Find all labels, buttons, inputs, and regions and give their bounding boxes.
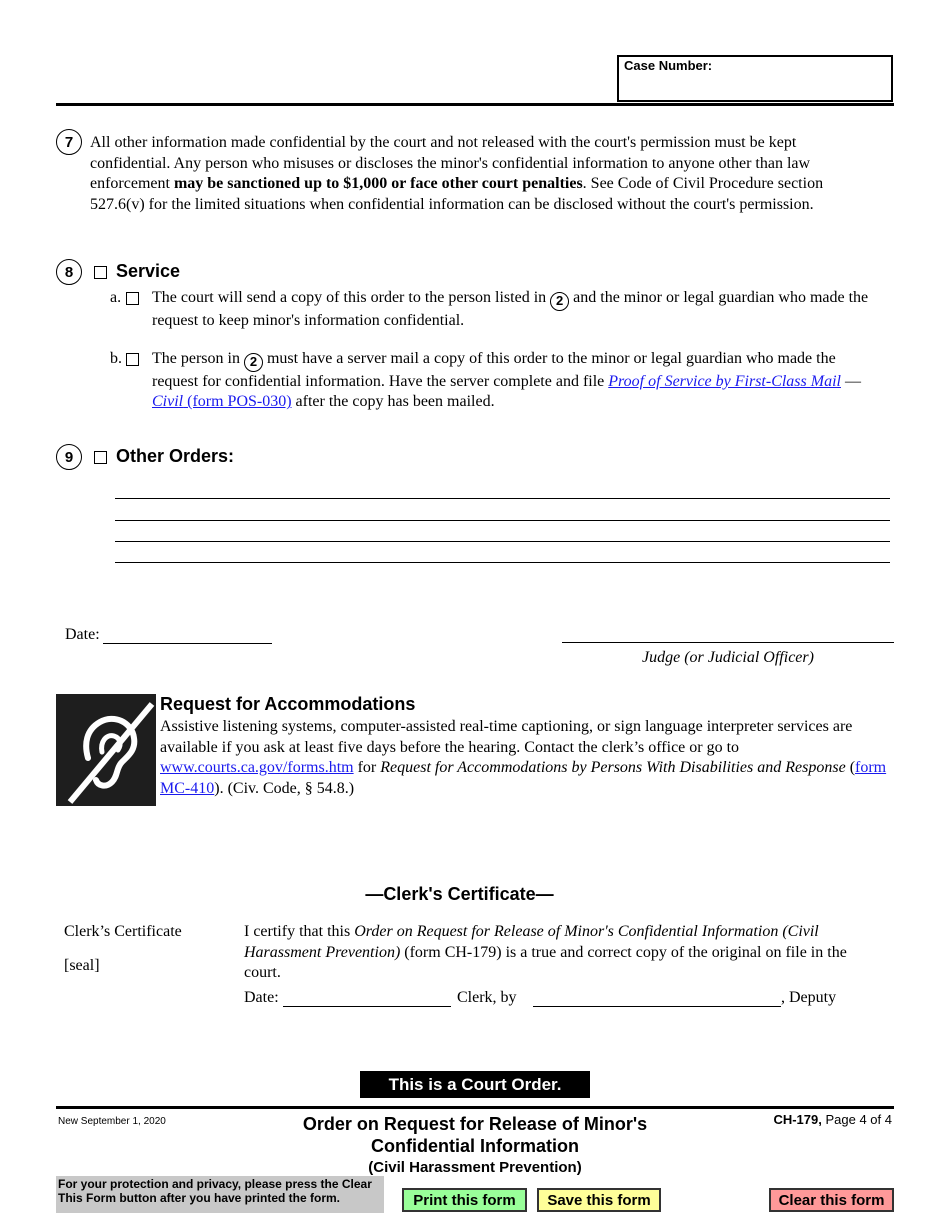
- footer-title-line-2: Confidential Information: [371, 1136, 579, 1156]
- other-orders-line[interactable]: [115, 520, 890, 521]
- item-7-text-after: . See Code of Civil Procedure section 527.6(v) for the limited situations when confidential information can be disclosed without the court's permission.: [90, 175, 824, 213]
- revision-date: New September 1, 2020: [58, 1116, 166, 1127]
- judge-signature-line[interactable]: [562, 642, 894, 643]
- item-8b-checkbox[interactable]: [126, 353, 139, 366]
- footer-title-line-1: Order on Request for Release of Minor's: [302, 1114, 648, 1134]
- other-orders-line[interactable]: [115, 498, 890, 499]
- accommodations-text-3: (: [845, 759, 856, 776]
- item-8b-dash: —: [840, 372, 861, 390]
- item-8a-checkbox[interactable]: [126, 292, 139, 305]
- item-7-number: 7: [56, 129, 82, 155]
- print-form-button[interactable]: Print this form: [402, 1188, 527, 1212]
- item-9-checkbox[interactable]: [94, 451, 107, 464]
- case-number-label: Case Number:: [624, 58, 713, 73]
- clerk-certification-text: [244, 922, 864, 984]
- clerk-date-field[interactable]: [283, 1006, 451, 1007]
- signature-date-field[interactable]: [103, 643, 272, 644]
- clear-form-button[interactable]: Clear this form: [769, 1188, 894, 1212]
- accommodations-text-2: for: [353, 759, 381, 776]
- item-8b-ref-circle: 2: [244, 353, 263, 372]
- pos-030-link-civil[interactable]: Civil: [152, 393, 184, 411]
- clerk-cert-before: I certify that this: [244, 923, 355, 940]
- clerk-cert-after: (form CH-179) is a true and correct copy of the original on file in the court.: [244, 943, 847, 981]
- item-8b-text-before: The person in: [152, 350, 244, 367]
- item-8a-ref-circle: 2: [550, 292, 569, 311]
- item-8-checkbox[interactable]: [94, 266, 107, 279]
- item-8a-letter: a.: [110, 289, 122, 306]
- footer-subtitle: (Civil Harassment Prevention): [368, 1159, 582, 1176]
- header-rule: [56, 103, 894, 106]
- item-8b-text: [152, 349, 872, 413]
- footer-title: [250, 1113, 700, 1178]
- judge-label: Judge (or Judicial Officer): [642, 649, 814, 666]
- case-number-box[interactable]: [617, 55, 893, 102]
- accommodations-form-title: Request for Accommodations by Persons With Disabilities and Response: [380, 759, 846, 776]
- accommodations-title: Request for Accommodations: [160, 694, 416, 714]
- item-8b-text-middle: must have a server mail a copy of this order to the minor or legal guardian who made the request for confidential information. Have the server complete and file: [152, 350, 836, 390]
- item-9-title: Other Orders:: [116, 446, 235, 466]
- mc-410-link[interactable]: form MC-410: [160, 759, 887, 797]
- item-8-number: 8: [56, 259, 82, 285]
- clerk-signature-field[interactable]: [533, 1006, 781, 1007]
- footer-rule: [56, 1106, 894, 1109]
- save-form-button[interactable]: Save this form: [537, 1188, 661, 1212]
- clerk-certificate-heading: —Clerk's Certificate—: [365, 884, 554, 904]
- pos-030-link-title[interactable]: Proof of Service by First-Class Mail: [608, 372, 841, 390]
- other-orders-line[interactable]: [115, 541, 890, 542]
- court-order-banner: This is a Court Order.: [360, 1071, 590, 1098]
- item-8a-text: [152, 288, 872, 331]
- clerk-by-label: Clerk, by: [457, 989, 517, 1006]
- clerk-cert-italic: Order on Request for Release of Minor's Confidential Information (Civil Harassment Prevention): [244, 923, 819, 961]
- accommodations-text-4: ). (Civ. Code, § 54.8.): [214, 779, 355, 797]
- accommodations-text-1: Assistive listening systems, computer-assisted real-time captioning, or sign language interpreter services are available if you ask at least five days before the hearing. Contact the clerk’s office or go to: [160, 718, 853, 756]
- deputy-label: , Deputy: [781, 989, 837, 1006]
- clerk-date-label: Date:: [244, 989, 279, 1006]
- other-orders-line[interactable]: [115, 562, 890, 563]
- seal-label: [seal]: [64, 957, 100, 974]
- item-8a-text-before: The court will send a copy of this order to the person listed in: [152, 289, 551, 306]
- item-7-text: [90, 133, 880, 215]
- pos-030-link-form[interactable]: (form POS-030): [183, 393, 292, 411]
- item-8b-text-after: after the copy has been mailed.: [291, 393, 495, 411]
- clerk-certificate-label: Clerk’s Certificate: [64, 923, 182, 940]
- item-8b-letter: b.: [110, 350, 122, 367]
- form-code: CH-179,: [773, 1112, 822, 1127]
- item-8a-text-after: and the minor or legal guardian who made the request to keep minor's information confidential.: [152, 289, 869, 329]
- page-number: Page 4 of 4: [821, 1112, 892, 1127]
- accommodations-text: [160, 717, 890, 799]
- courts-forms-link[interactable]: www.courts.ca.gov/forms.htm: [160, 759, 354, 776]
- item-7-text-bold: may be sanctioned up to $1,000 or face other court penalties: [173, 175, 583, 192]
- privacy-note: For your protection and privacy, please press the Clear This Form button after you have printed the form.: [56, 1176, 384, 1213]
- form-page-info: [773, 1112, 892, 1127]
- item-8-title: Service: [116, 261, 181, 281]
- item-9-number: 9: [56, 444, 82, 470]
- signature-date-label: Date:: [65, 626, 100, 643]
- item-7-text-before: All other information made confidential by the court and not released with the court's permission must be kept confidential. Any person who misuses or discloses the minor's confidential information to anyone other than law enforcement: [90, 134, 811, 192]
- hearing-assistance-icon: [56, 694, 156, 806]
